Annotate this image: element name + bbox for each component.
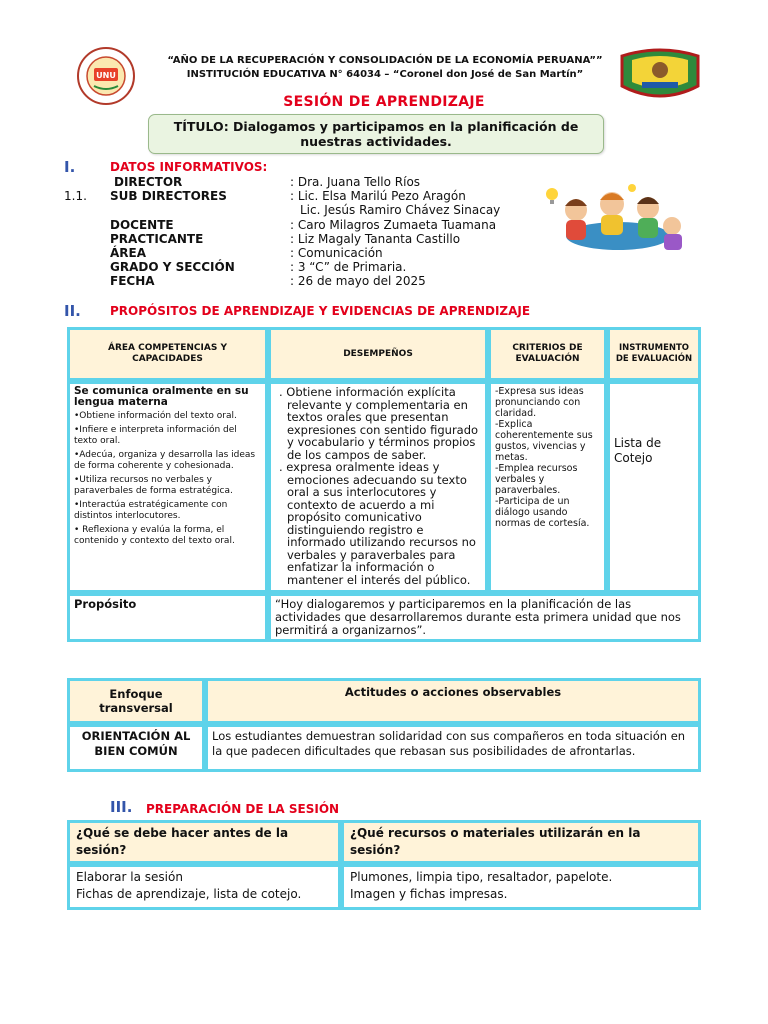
antes-cell [67, 864, 341, 910]
area-value: : Comunicación [290, 246, 383, 260]
capacidad-item: • Reflexiona y evalúa la forma, el contenido y contexto del texto oral. [74, 525, 235, 546]
institution-name: INSTITUCIÓN EDUCATIVA N° 64034 – “Coronel don José de San Martín” [186, 69, 584, 80]
header-area-competencias: ÁREA COMPETENCIAS Y CAPACIDADES [67, 327, 268, 381]
header-enfoque: Enfoque transversal [67, 678, 205, 724]
desempeno-item: . expresa oralmente ideas y emociones adecuando su texto oral a sus interlocutores y contexto de acuerdo a mi propósito comunicativo distinguiendo registro e informado utilizando recursos no verbales y paraverbales para enfatizar la información o mantener el interés del público. [279, 460, 476, 587]
desempenos-cell [268, 381, 488, 593]
antes-line: Elaborar la sesión [76, 870, 183, 884]
capacidad-item: •Adecúa, organiza y desarrolla las ideas de forma coherente y cohesionada. [74, 450, 256, 471]
criterios-cell [488, 381, 607, 593]
criterio-item: -Expresa sus ideas pronunciando con claridad. [495, 386, 584, 419]
section-2-numeral: II. [64, 302, 81, 320]
children-illustration [540, 180, 688, 256]
header-instrumento: INSTRUMENTO DE EVALUACIÓN [607, 327, 701, 381]
preparation-table [67, 820, 701, 910]
sub-director-1: : Lic. Elsa Marilú Pezo Aragón [290, 189, 466, 203]
docente-label: DOCENTE [110, 218, 174, 232]
antes-line: Fichas de aprendizaje, lista de cotejo. [76, 887, 302, 901]
sub-directors-label: SUB DIRECTORES [110, 189, 227, 203]
director-value: : Dra. Juana Tello Ríos [290, 175, 421, 189]
docente-value: : Caro Milagros Zumaeta Tuamana [290, 218, 497, 232]
session-title-box [148, 114, 604, 154]
proposito-text: “Hoy dialogaremos y participaremos en la planificación de las actividades que desarrollaremos durante esta primera unidad que nos permitirá a organizarnos”. [268, 593, 701, 642]
section-2-title: PROPÓSITOS DE APRENDIZAJE Y EVIDENCIAS DE APRENDIZAJE [110, 304, 531, 318]
session-title-text: TÍTULO: Dialogamos y participamos en la planificación de nuestras actividades. [173, 119, 579, 149]
practicante-value: : Liz Magaly Tananta Castillo [290, 232, 461, 246]
proposito-label: Propósito [67, 593, 268, 642]
header-actitudes: Actitudes o acciones observables [205, 678, 701, 724]
criterio-item: -Participa de un diálogo usando normas de cortesía. [495, 496, 590, 529]
section-3-numeral: III. [110, 798, 133, 816]
capacidad-item: •Interactúa estratégicamente con distintos interlocutores. [74, 500, 228, 521]
competencias-cell [67, 381, 268, 593]
section-1-title: DATOS INFORMATIVOS: [110, 160, 268, 174]
capacidad-item: •Utiliza recursos no verbales y paraverbales de forma estratégica. [74, 475, 233, 496]
sub-director-2: Lic. Jesús Ramiro Chávez Sinacay [300, 203, 501, 217]
recursos-line: Imagen y fichas impresas. [350, 887, 508, 901]
logo-unu-text: UNU [96, 71, 116, 80]
director-label: DIRECTOR [114, 175, 183, 189]
criterio-item: -Emplea recursos verbales y paraverbales. [495, 463, 578, 496]
enfoque-table [67, 678, 701, 772]
competencia-title: Se comunica oralmente en su lengua materna [74, 385, 249, 408]
recursos-cell [341, 864, 701, 910]
section-3-title: PREPARACIÓN DE LA SESIÓN [146, 802, 340, 816]
school-emblem [618, 48, 702, 100]
practicante-label: PRACTICANTE [110, 232, 204, 246]
year-motto: “AÑO DE LA RECUPERACIÓN Y CONSOLIDACIÓN DE LA ECONOMÍA PERUANA”” [167, 55, 603, 66]
header-criterios: CRITERIOS DE EVALUACIÓN [488, 327, 607, 381]
purposes-table [67, 327, 701, 642]
grado-value: : 3 “C” de Primaria. [290, 260, 407, 274]
enfoque-name: ORIENTACIÓN AL BIEN COMÚN [67, 724, 205, 772]
capacidad-item: •Obtiene información del texto oral. [74, 411, 237, 421]
criterio-item: -Explica coherentemente sus gustos, vivencias y metas. [495, 419, 593, 463]
page-title: SESIÓN DE APRENDIZAJE [283, 94, 485, 110]
header-antes-sesion: ¿Qué se debe hacer antes de la sesión? [67, 820, 341, 864]
recursos-line: Plumones, limpia tipo, resaltador, papelote. [350, 870, 613, 884]
header-desempenos: DESEMPEÑOS [268, 327, 488, 381]
grado-label: GRADO Y SECCIÓN [110, 260, 235, 274]
header-recursos: ¿Qué recursos o materiales utilizarán en la sesión? [341, 820, 701, 864]
capacidad-item: •Infiere e interpreta información del texto oral. [74, 425, 237, 446]
desempeno-item: . Obtiene información explícita relevante y complementaria en textos orales que presentan expresiones con sentido figurado y vocabulario y términos propios de los campos de saber. [279, 385, 479, 462]
instrumento-cell: Lista de Cotejo [607, 381, 701, 593]
fecha-label: FECHA [110, 274, 155, 288]
area-label: ÁREA [110, 246, 147, 260]
section-1-numeral: I. [64, 158, 76, 176]
sub-directors-number: 1.1. [64, 189, 87, 203]
fecha-value: : 26 de mayo del 2025 [290, 274, 426, 288]
enfoque-description: Los estudiantes demuestran solidaridad con sus compañeros en toda situación en la que padecen dificultades que rebasan sus posibilidades de afrontarlas. [205, 724, 701, 772]
